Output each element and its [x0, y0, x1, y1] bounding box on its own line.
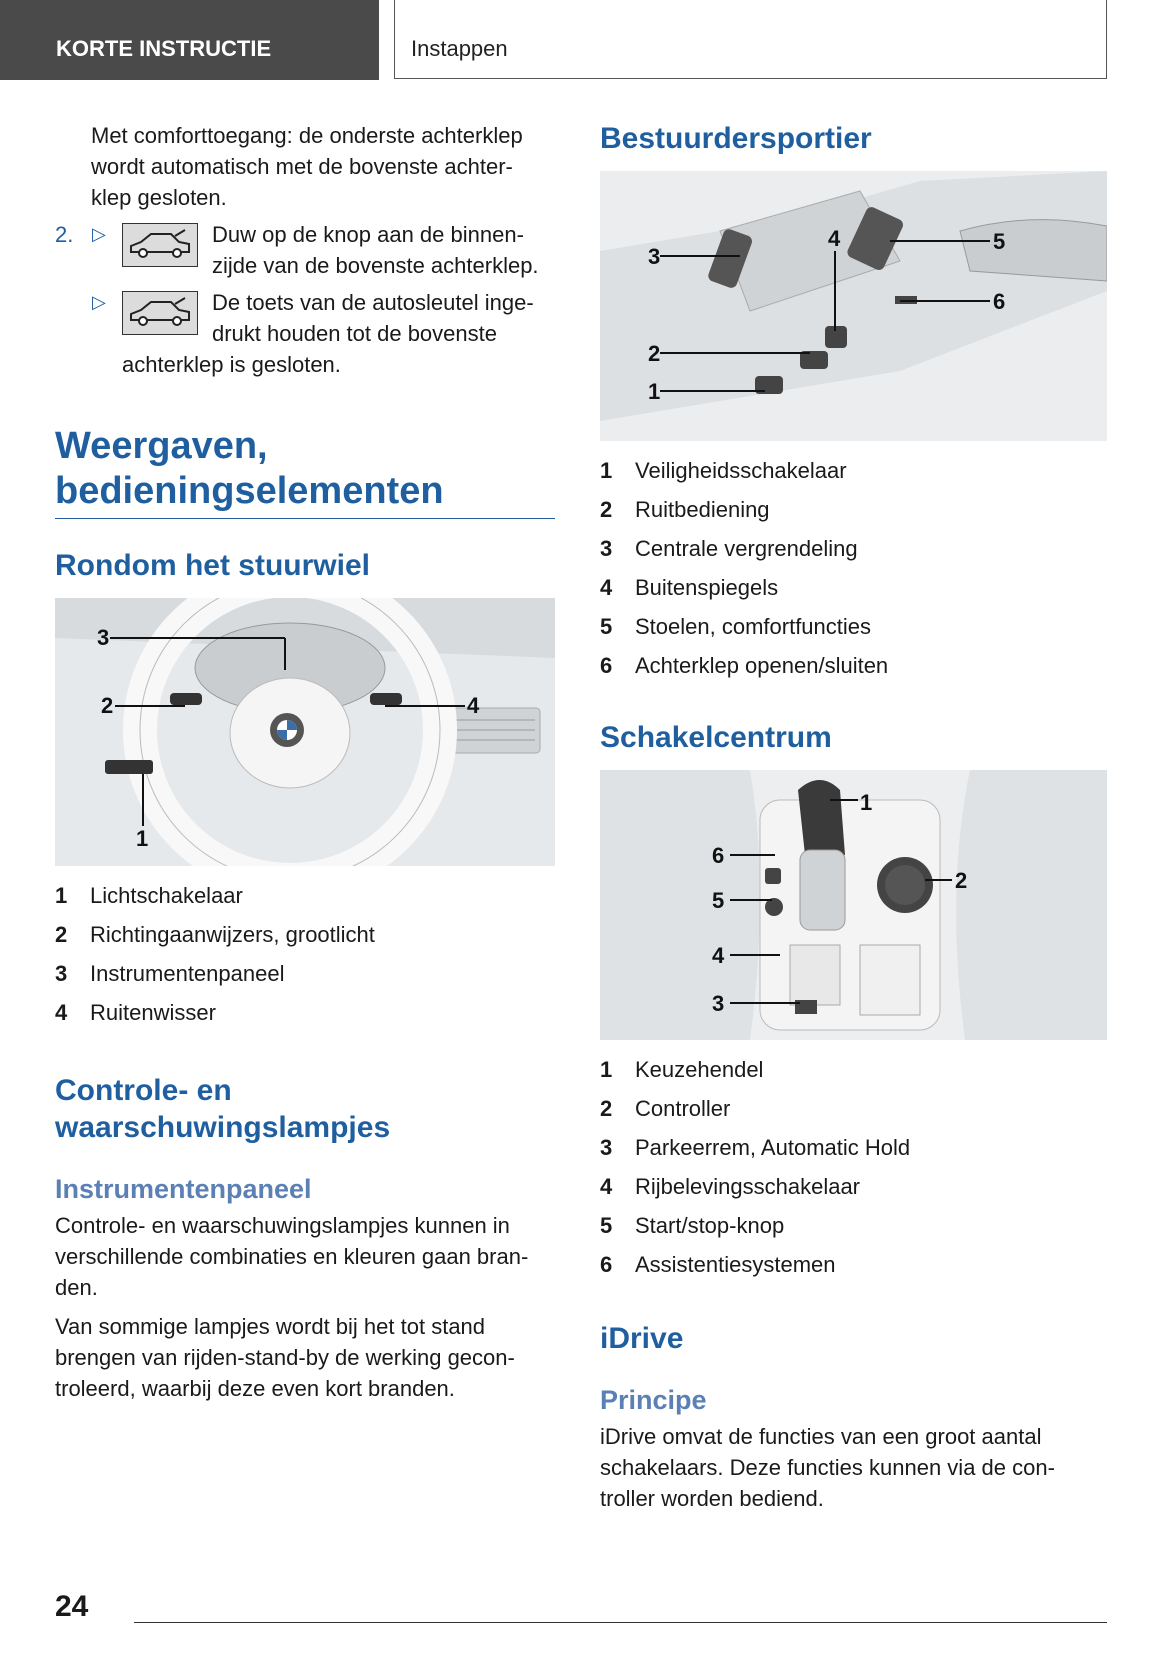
- header-section-tab: KORTE INSTRUCTIE: [0, 0, 379, 80]
- steering-legend: [55, 876, 562, 1032]
- list-item: 4 Buitenspiegels: [600, 575, 779, 600]
- step-arrow-icon: ▷: [92, 292, 106, 312]
- lamps-subtitle: Instrumentenpaneel: [55, 1174, 312, 1204]
- console-title: Schakelcentrum: [600, 721, 832, 754]
- lamps-paragraph-1: Controle- en waarschuwingslampjes kunnen in verschillende combinaties en kleuren gaan bran-den.: [55, 1213, 529, 1300]
- idrive-title: iDrive: [600, 1322, 684, 1355]
- callout-3: 3: [97, 625, 110, 650]
- list-item: 4 Ruitenwisser: [55, 1000, 216, 1025]
- lamps-title: Controle- en waarschuwingslampjes: [55, 1074, 391, 1144]
- list-item: 4 Rijbelevingsschakelaar: [600, 1174, 861, 1199]
- callout-1: 1: [648, 379, 661, 404]
- callout-2: 2: [101, 693, 114, 718]
- step-arrow-icon: ▷: [92, 224, 106, 244]
- door-title: Bestuurdersportier: [600, 122, 872, 155]
- list-item: 5 Stoelen, comfortfuncties: [600, 614, 872, 639]
- callout-4: 4: [467, 693, 480, 718]
- step-text: Duw op de knop aan de binnen-zijde van de bovenste achterklep.: [212, 222, 539, 278]
- list-item: 6 Achterklep openen/sluiten: [600, 653, 889, 678]
- lamps-paragraph-2: Van sommige lampjes wordt bij het tot stand brengen van rijden-stand-by de werking gecon-troleerd, waarbij deze even kort branden.: [55, 1314, 515, 1401]
- callout-4: 4: [712, 943, 725, 968]
- step-2: [55, 219, 562, 281]
- tailgate-icon: [122, 291, 198, 335]
- callout-5: 5: [993, 229, 1006, 254]
- tailgate-icon: [122, 223, 198, 267]
- list-item: 1 Veiligheidsschakelaar: [600, 458, 847, 483]
- right-column: [600, 120, 1107, 1514]
- list-item: 6 Assistentiesystemen: [600, 1252, 836, 1277]
- callout-2: 2: [955, 868, 968, 893]
- callout-3: 3: [712, 991, 725, 1016]
- list-item: 1 Lichtschakelaar: [55, 883, 243, 908]
- console-legend: [600, 1050, 1107, 1284]
- step-2b: [55, 287, 562, 380]
- list-item: 1 Keuzehendel: [600, 1057, 764, 1082]
- idrive-subtitle: Principe: [600, 1385, 707, 1415]
- list-item: 3 Instrumentenpaneel: [55, 961, 285, 986]
- callout-3: 3: [648, 244, 661, 269]
- list-item: 5 Start/stop-knop: [600, 1213, 785, 1238]
- callout-6: 6: [993, 289, 1006, 314]
- idrive-text: iDrive omvat de functies van een groot aantal schakelaars. Deze functies kunnen via de con-troller worden bediend.: [600, 1424, 1055, 1511]
- step-number: 2.: [55, 222, 74, 247]
- list-item: 2 Controller: [600, 1096, 731, 1121]
- callout-4: 4: [828, 226, 841, 251]
- door-figure: [600, 171, 1107, 441]
- list-item: 3 Centrale vergrendeling: [600, 536, 858, 561]
- section-title: Weergaven, bedieningselementen: [55, 424, 555, 519]
- list-item: 2 Richtingaanwijzers, grootlicht: [55, 922, 375, 947]
- list-item: 2 Ruitbediening: [600, 497, 770, 522]
- page-number: 24: [55, 1590, 89, 1623]
- list-item: 3 Parkeerrem, Automatic Hold: [600, 1135, 911, 1160]
- footer-divider: [134, 1622, 1107, 1623]
- callout-1: 1: [860, 790, 873, 815]
- steering-title: Rondom het stuurwiel: [55, 549, 370, 582]
- header-chapter: Instappen: [394, 0, 1107, 79]
- callout-2: 2: [648, 341, 661, 366]
- step-text: De toets van de autosleutel inge-drukt houden tot de bovenste achterklep is gesloten.: [122, 290, 534, 377]
- callout-1: 1: [136, 826, 149, 851]
- door-legend: [600, 451, 1107, 685]
- intro-text: Met comforttoegang: de onderste achterklep wordt automatisch met de bovenste achter-klep gesloten.: [91, 123, 523, 210]
- callout-6: 6: [712, 843, 725, 868]
- callout-5: 5: [712, 888, 725, 913]
- steering-wheel-figure: [55, 598, 555, 866]
- console-figure: [600, 770, 1107, 1040]
- left-column: [55, 120, 562, 1404]
